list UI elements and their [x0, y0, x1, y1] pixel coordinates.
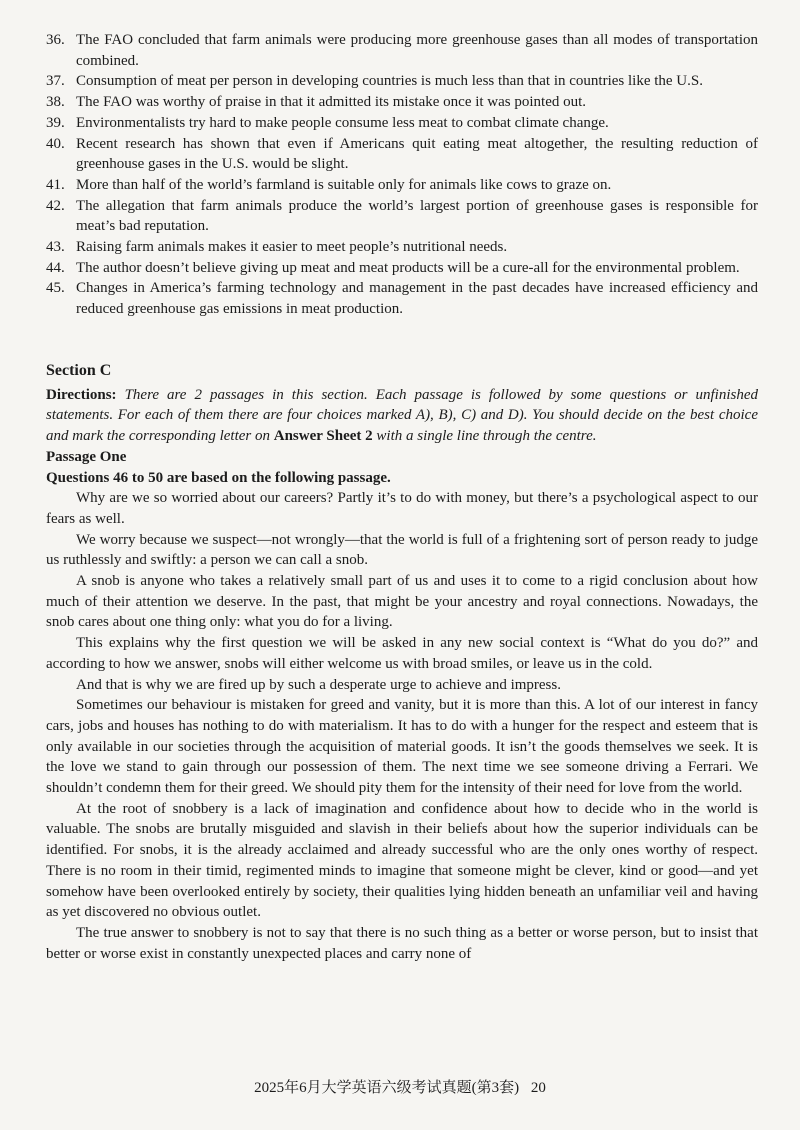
directions — [46, 385, 758, 447]
passage-label: Passage One — [46, 448, 127, 465]
directions-text: There are 2 passages in this section. Each passage is followed by some questions or unfinished statements. For each of them there are four choices marked A), B), C) and D). You should decide on the best choice and mark the corresponding letter on — [46, 386, 759, 445]
section-c — [46, 361, 758, 964]
statement-number: 43. — [46, 239, 65, 256]
statement-item — [46, 113, 758, 134]
statement-number: 40. — [46, 135, 65, 152]
passage-paragraph: We worry because we suspect—not wrongly—that the world is full of a frightening sort of person ready to judge us ruthlessly and swiftly: a person we can call a snob. — [46, 531, 758, 569]
statement-number: 41. — [46, 176, 65, 193]
statement-item — [46, 30, 758, 71]
statement-item — [46, 71, 758, 92]
statement-text: Recent research has shown that even if Americans quit eating meat altogether, the resulting reduction of greenhouse gases in the U.S. would be slight. — [76, 135, 758, 173]
page-number: 20 — [530, 1080, 546, 1096]
passage-paragraph: At the root of snobbery is a lack of imagination and confidence about how to decide who in the world is valuable. The snobs are brutally misguided and slavish in their beliefs about how the superior individuals can be identified. For snobs, it is the already acclaimed and already successful who are the only ones worthy of respect. There is no room in their timid, regimented minds to imagine that someone might be clever, kind or good—and yet somehow have been overlooked entirely by society, their qualities lying hidden beneath an unfamiliar veil and having as yet discovered no obvious outlet. — [46, 800, 758, 921]
statement-item — [46, 196, 758, 237]
statement-number: 42. — [46, 197, 65, 214]
passage-paragraph: The true answer to snobbery is not to say that there is no such thing as a better or worse person, but to insist that better or worse exist in constantly unexpected places and carry none of — [46, 924, 758, 962]
statement-item — [46, 258, 758, 279]
statement-item — [46, 175, 758, 196]
statement-text: The author doesn’t believe giving up meat and meat products will be a cure-all for the environmental problem. — [76, 259, 740, 276]
statement-text: The allegation that farm animals produce the world’s largest portion of greenhouse gases is responsible for meat’s bad reputation. — [76, 197, 758, 235]
statement-list — [46, 30, 758, 320]
answer-sheet-label: Answer Sheet 2 — [273, 428, 373, 445]
statement-number: 44. — [46, 259, 65, 276]
passage-paragraph: And that is why we are fired up by such a desperate urge to achieve and impress. — [76, 676, 561, 693]
statement-item — [46, 278, 758, 319]
directions-label: Directions: — [46, 386, 117, 403]
statement-text: The FAO was worthy of praise in that it admitted its mistake once it was pointed out. — [76, 94, 587, 111]
passage-paragraph: This explains why the first question we will be asked in any new social context is “What do you do?” and according to how we answer, snobs will either welcome us with broad smiles, or leave us in the cold. — [46, 635, 758, 672]
statement-item — [46, 134, 758, 175]
statement-number: 37. — [46, 73, 65, 90]
footer-title: 2025年6月大学英语六级考试真题(第3套) — [254, 1080, 520, 1096]
statement-number: 38. — [46, 94, 65, 111]
questions-note: Questions 46 to 50 are based on the following passage. — [46, 469, 391, 486]
statement-number: 36. — [46, 32, 65, 48]
statement-text: More than half of the world’s farmland is suitable only for animals like cows to graze on. — [76, 176, 612, 193]
statement-text: Raising farm animals makes it easier to meet people’s nutritional needs. — [76, 239, 508, 256]
statement-number: 39. — [46, 114, 65, 131]
passage-paragraph: Why are we so worried about our careers? Partly it’s to do with money, but there’s a psychological aspect to our fears as well. — [46, 490, 758, 527]
statement-item — [46, 237, 758, 258]
page-footer — [0, 1076, 800, 1097]
statement-text: Changes in America’s farming technology and management in the past decades have increased efficiency and reduced greenhouse gas emissions in meat production. — [76, 280, 758, 318]
passage-paragraph: Sometimes our behaviour is mistaken for greed and vanity, but it is more than this. A lot of our interest in fancy cars, jobs and houses has nothing to do with materialism. It has to do with a hunger for the respect and esteem that is only available in our societies through the acquisition of material goods. It isn’t the goods themselves we seek. It is the love we stand to gain through our possession of them. The next time we see someone driving a Ferrari. We shouldn’t condemn them for their greed. We should pity them for the intensity of their need for love from the world. — [46, 697, 758, 797]
statement-text: The FAO concluded that farm animals were producing more greenhouse gases than all modes of transportation combined. — [76, 32, 758, 69]
section-title: Section C — [46, 362, 112, 379]
passage-paragraph: A snob is anyone who takes a relatively small part of us and uses it to come to a rigid conclusion about how much of their attention we deserve. In the past, that might be your ancestry and royal connections. Nowadays, the snob cares about one thing only: what you do for a living. — [46, 573, 758, 631]
directions-text-end: with a single line through the centre. — [376, 428, 597, 445]
statement-item — [46, 92, 758, 113]
statement-text: Consumption of meat per person in developing countries is much less than that in countries like the U.S. — [76, 73, 703, 90]
statement-number: 45. — [46, 280, 65, 297]
statement-text: Environmentalists try hard to make people consume less meat to combat climate change. — [76, 114, 609, 131]
